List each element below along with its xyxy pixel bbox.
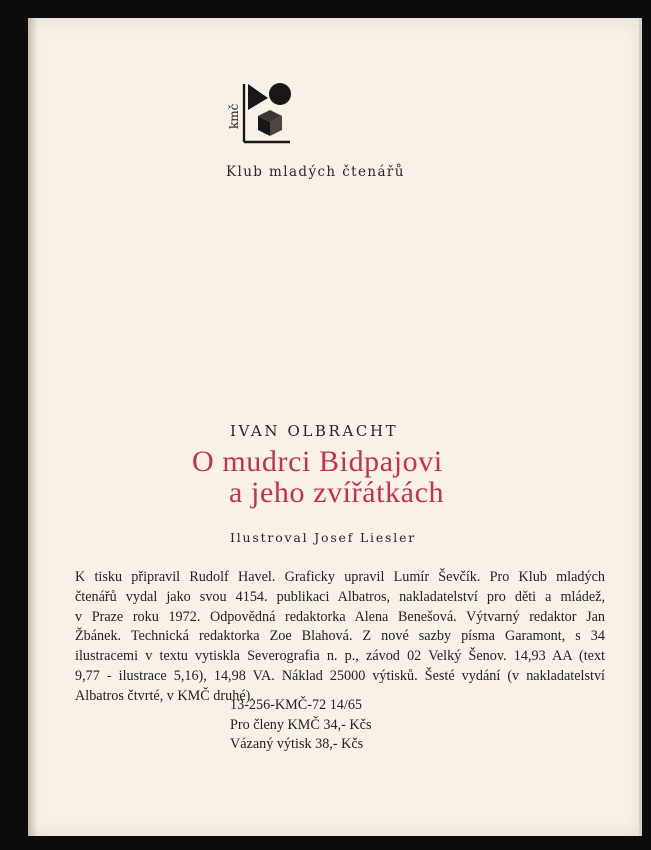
title-line-1: O mudrci Bidpajovi	[192, 445, 443, 478]
book-page	[28, 18, 642, 836]
member-price: Pro členy KMČ 34,- Kčs	[230, 716, 372, 733]
book-title	[192, 446, 612, 508]
author-name: IVAN OLBRACHT	[230, 422, 399, 440]
kmc-logo-icon	[242, 80, 294, 158]
imprint-line: Albatros čtvrté, v KMČ druhé).	[75, 687, 254, 704]
imprint-line: čtenářů vydal jako svou 4154. publikaci Albatros, nakladatelství pro děti a mládež,	[75, 588, 605, 605]
imprint-paragraph	[75, 568, 605, 707]
imprint-line: K tisku připravil Rudolf Havel. Graficky upravil Lumír Ševčík. Pro Klub mladých	[75, 569, 605, 585]
bound-copy-price: Vázaný výtisk 38,- Kčs	[230, 736, 364, 753]
illustrator-credit: Ilustroval Josef Liesler	[230, 530, 417, 545]
logo-letters: kmč	[227, 103, 241, 129]
imprint-line: 9,77 - ilustrace 5,16), 14,98 VA. Náklad 25000 výtisků. Šesté vydání (v nakladatelství	[75, 667, 605, 684]
imprint-line: Žbánek. Technická redaktorka Zoe Blahová. Z nové sazby písma Garamont, s 34	[75, 628, 605, 645]
catalog-number: 13-256-KMČ-72 14/65	[230, 697, 363, 713]
page-edge	[639, 18, 642, 836]
title-line-2: a jeho zvířátkách	[229, 476, 445, 509]
publisher-logo	[226, 80, 296, 158]
catalog-codes	[230, 696, 371, 755]
imprint-line: ilustracemi v textu vytiskla Severografia n. p., závod 02 Velký Šenov. 14,93 AA (text	[75, 648, 605, 665]
club-name: Klub mladých čtenářů	[226, 164, 405, 180]
imprint-line: v Praze roku 1972. Odpovědná redaktorka Alena Benešová. Výtvarný redaktor Jan	[75, 608, 605, 625]
spine-shadow	[28, 18, 38, 836]
